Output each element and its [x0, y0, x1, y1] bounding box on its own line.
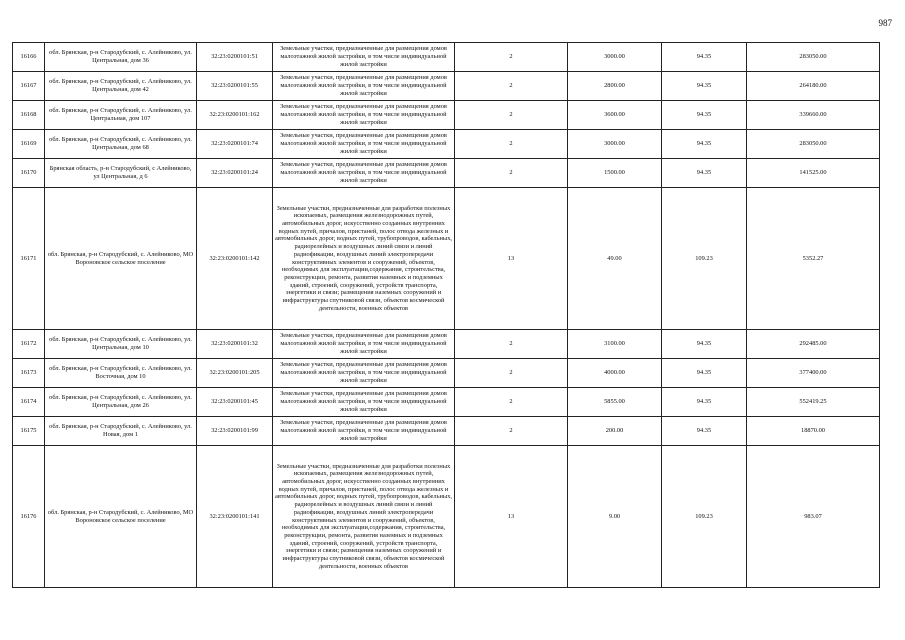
row-id: 16172	[13, 330, 45, 359]
table-row	[13, 446, 880, 588]
cadastral-value-cell: 283050.00	[747, 130, 880, 159]
area-cell: 3100.00	[568, 330, 662, 359]
row-id: 16166	[13, 43, 45, 72]
use-group-cell: 2	[455, 359, 568, 388]
cadastral-value-cell: 5352.27	[747, 188, 880, 330]
cadastral-number-cell: 32:23:0200101:74	[197, 130, 273, 159]
cadastral-number-cell: 32:23:0200101:141	[197, 446, 273, 588]
table-body	[13, 43, 880, 588]
use-group-cell: 2	[455, 388, 568, 417]
row-id: 16168	[13, 101, 45, 130]
cadastral-number-cell: 32:23:0200101:205	[197, 359, 273, 388]
cadastral-value-cell: 983.07	[747, 446, 880, 588]
cadastral-value-cell: 141525.00	[747, 159, 880, 188]
land-use-cell: Земельные участки, предназначенные для размещения домов малоэтажной жилой застройки, в том числе индивидуальной жилой застройки	[273, 388, 455, 417]
row-id: 16170	[13, 159, 45, 188]
address-cell: обл. Брянская, р-н Стародубский, с. Алейниково, МО Вороновское сельское поселение	[45, 188, 197, 330]
area-cell: 9.00	[568, 446, 662, 588]
use-group-cell: 2	[455, 72, 568, 101]
land-use-cell: Земельные участки, предназначенные для размещения домов малоэтажной жилой застройки, в том числе индивидуальной жилой застройки	[273, 159, 455, 188]
table-row	[13, 417, 880, 446]
area-cell: 4000.00	[568, 359, 662, 388]
specific-value-cell: 109.23	[662, 188, 747, 330]
cadastral-number-cell: 32:23:0200101:99	[197, 417, 273, 446]
area-cell: 49.00	[568, 188, 662, 330]
use-group-cell: 2	[455, 130, 568, 159]
land-use-cell: Земельные участки, предназначенные для разработки полезных ископаемых, размещения железнодорожных путей, автомобильных дорог, искусственно созданных внутренних водных путей, причалов, пристаней, полос отвода железных и автомобильных дорог, водных путей, трубопроводов, кабельных, радиорелейных и воздушных линий связи и линий радиофикации, воздушных линий электропередачи конструктивных элементов и сооружений, объектов, необходимых для эксплуатации,содержания, строительства, реконструкции, ремонта, развития наземных и подземных зданий, строений, сооружений, устройств транспорта, энергетики и связи; размещения наземных сооружений и инфраструктуры спутниковой связи, объектов космической деятельности, военных объектов	[273, 446, 455, 588]
area-cell: 5855.00	[568, 388, 662, 417]
specific-value-cell: 94.35	[662, 388, 747, 417]
area-cell: 3000.00	[568, 130, 662, 159]
address-cell: обл. Брянская, р-н Стародубский, с. Алейниково, ул. Восточная, дом 10	[45, 359, 197, 388]
specific-value-cell: 94.35	[662, 359, 747, 388]
table-row	[13, 388, 880, 417]
use-group-cell: 2	[455, 43, 568, 72]
specific-value-cell: 94.35	[662, 417, 747, 446]
address-cell: обл. Брянская, р-н Стародубский, с. Алейниково, ул. Центральная, дом 107	[45, 101, 197, 130]
address-cell: обл. Брянская, р-н Стародубский, с. Алейниково, ул. Центральная, дом 10	[45, 330, 197, 359]
use-group-cell: 2	[455, 159, 568, 188]
address-cell: обл. Брянская, р-н Стародубский, с. Алейниково, ул. Центральная, дом 36	[45, 43, 197, 72]
cadastral-value-cell: 18870.00	[747, 417, 880, 446]
land-use-cell: Земельные участки, предназначенные для размещения домов малоэтажной жилой застройки, в том числе индивидуальной жилой застройки	[273, 43, 455, 72]
table-row	[13, 188, 880, 330]
specific-value-cell: 94.35	[662, 130, 747, 159]
row-id: 16169	[13, 130, 45, 159]
cadastral-value-cell: 552419.25	[747, 388, 880, 417]
use-group-cell: 13	[455, 188, 568, 330]
area-cell: 3600.00	[568, 101, 662, 130]
specific-value-cell: 94.35	[662, 101, 747, 130]
land-use-cell: Земельные участки, предназначенные для размещения домов малоэтажной жилой застройки, в том числе индивидуальной жилой застройки	[273, 101, 455, 130]
specific-value-cell: 94.35	[662, 330, 747, 359]
row-id: 16176	[13, 446, 45, 588]
land-use-cell: Земельные участки, предназначенные для размещения домов малоэтажной жилой застройки, в том числе индивидуальной жилой застройки	[273, 330, 455, 359]
specific-value-cell: 94.35	[662, 72, 747, 101]
row-id: 16175	[13, 417, 45, 446]
table-row	[13, 159, 880, 188]
address-cell: обл. Брянская, р-н Стародубский, с. Алейниково, МО Вороновское сельское поселение	[45, 446, 197, 588]
cadastral-number-cell: 32:23:0200101:32	[197, 330, 273, 359]
row-id: 16171	[13, 188, 45, 330]
area-cell: 2800.00	[568, 72, 662, 101]
specific-value-cell: 94.35	[662, 159, 747, 188]
address-cell: обл. Брянская, р-н Стародубский, с. Алейниково, ул. Новая, дом 1	[45, 417, 197, 446]
cadastral-number-cell: 32:23:0200101:55	[197, 72, 273, 101]
address-cell: Брянская область, р-н Стародубский, с Алейниково, ул Центральная, д 6	[45, 159, 197, 188]
cadastral-value-table	[12, 42, 880, 588]
cadastral-number-cell: 32:23:0200101:51	[197, 43, 273, 72]
table-row	[13, 330, 880, 359]
use-group-cell: 2	[455, 417, 568, 446]
cadastral-number-cell: 32:23:0200101:45	[197, 388, 273, 417]
table-row	[13, 359, 880, 388]
address-cell: обл. Брянская, р-н Стародубский, с. Алейниково, ул. Центральная, дом 42	[45, 72, 197, 101]
cadastral-value-cell: 292485.00	[747, 330, 880, 359]
cadastral-number-cell: 32:23:0200101:142	[197, 188, 273, 330]
cadastral-value-cell: 339660.00	[747, 101, 880, 130]
page-number: 987	[878, 18, 892, 28]
use-group-cell: 13	[455, 446, 568, 588]
land-use-cell: Земельные участки, предназначенные для размещения домов малоэтажной жилой застройки, в том числе индивидуальной жилой застройки	[273, 130, 455, 159]
specific-value-cell: 94.35	[662, 43, 747, 72]
land-use-cell: Земельные участки, предназначенные для размещения домов малоэтажной жилой застройки, в том числе индивидуальной жилой застройки	[273, 72, 455, 101]
cadastral-value-cell: 264180.00	[747, 72, 880, 101]
cadastral-number-cell: 32:23:0200101:162	[197, 101, 273, 130]
land-use-cell: Земельные участки, предназначенные для размещения домов малоэтажной жилой застройки, в том числе индивидуальной жилой застройки	[273, 359, 455, 388]
area-cell: 1500.00	[568, 159, 662, 188]
table-row	[13, 130, 880, 159]
cadastral-value-cell: 283050.00	[747, 43, 880, 72]
use-group-cell: 2	[455, 330, 568, 359]
use-group-cell: 2	[455, 101, 568, 130]
area-cell: 3000.00	[568, 43, 662, 72]
specific-value-cell: 109.23	[662, 446, 747, 588]
land-use-cell: Земельные участки, предназначенные для разработки полезных ископаемых, размещения железнодорожных путей, автомобильных дорог, искусственно созданных внутренних водных путей, причалов, пристаней, полос отвода железных и автомобильных дорог, водных путей, трубопроводов, кабельных, радиорелейных и воздушных линий связи и линий радиофикации, воздушных линий электропередачи конструктивных элементов и сооружений, объектов, необходимых для эксплуатации,содержания, строительства, реконструкции, ремонта, развития наземных и подземных зданий, строений, сооружений, устройств транспорта, энергетики и связи; размещения наземных сооружений и инфраструктуры спутниковой связи, объектов космической деятельности, военных объектов	[273, 188, 455, 330]
row-id: 16173	[13, 359, 45, 388]
table-row	[13, 101, 880, 130]
area-cell: 200.00	[568, 417, 662, 446]
table-row	[13, 43, 880, 72]
address-cell: обл. Брянская, р-н Стародубский, с. Алейниково, ул. Центральная, дом 26	[45, 388, 197, 417]
land-use-cell: Земельные участки, предназначенные для размещения домов малоэтажной жилой застройки, в том числе индивидуальной жилой застройки	[273, 417, 455, 446]
cadastral-number-cell: 32:23:0200101:24	[197, 159, 273, 188]
address-cell: обл. Брянская, р-н Стародубский, с. Алейниково, ул. Центральная, дом 68	[45, 130, 197, 159]
cadastral-value-cell: 377400.00	[747, 359, 880, 388]
row-id: 16167	[13, 72, 45, 101]
table-row	[13, 72, 880, 101]
row-id: 16174	[13, 388, 45, 417]
